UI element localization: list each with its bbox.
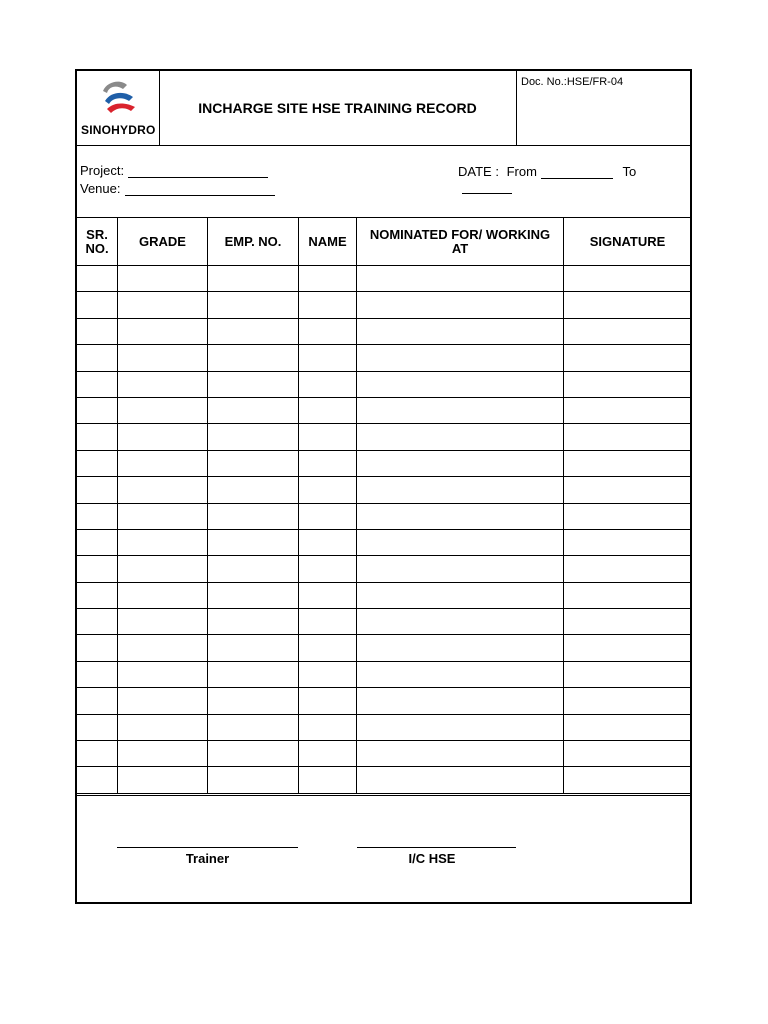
date-field[interactable] xyxy=(458,164,690,194)
table-cell[interactable] xyxy=(77,477,118,503)
table-cell[interactable] xyxy=(77,266,118,292)
table-cell[interactable] xyxy=(118,609,208,635)
table-cell[interactable] xyxy=(299,688,357,714)
table-row xyxy=(77,741,692,767)
to-label: To xyxy=(622,164,637,179)
table-cell[interactable] xyxy=(77,318,118,344)
table-cell[interactable] xyxy=(208,661,299,687)
project-field[interactable] xyxy=(80,163,268,178)
table-row xyxy=(77,424,692,450)
table-cell[interactable] xyxy=(564,714,692,740)
table-cell[interactable] xyxy=(77,741,118,767)
table-cell[interactable] xyxy=(299,503,357,529)
table-row xyxy=(77,556,692,582)
table-cell[interactable] xyxy=(208,582,299,608)
doc-number: Doc. No.:HSE/FR-04 xyxy=(521,76,624,88)
table-row xyxy=(77,397,692,423)
table-cell[interactable] xyxy=(564,609,692,635)
table-cell[interactable] xyxy=(357,609,564,635)
table-cell[interactable] xyxy=(208,450,299,476)
table-cell[interactable] xyxy=(299,450,357,476)
training-table-wrap xyxy=(77,217,690,794)
table-cell[interactable] xyxy=(357,767,564,793)
header-name: NAME xyxy=(299,218,357,266)
training-record-form xyxy=(75,69,692,904)
info-section xyxy=(77,145,690,218)
venue-label: Venue: xyxy=(80,181,121,196)
table-cell[interactable] xyxy=(208,556,299,582)
table-cell[interactable] xyxy=(564,529,692,555)
trainer-signature-line[interactable] xyxy=(117,847,298,848)
table-cell[interactable] xyxy=(357,397,564,423)
table-cell[interactable] xyxy=(118,714,208,740)
table-cell[interactable] xyxy=(208,424,299,450)
table-cell[interactable] xyxy=(357,503,564,529)
table-cell[interactable] xyxy=(118,292,208,318)
training-table xyxy=(76,217,692,794)
table-cell[interactable] xyxy=(77,397,118,423)
table-row xyxy=(77,371,692,397)
header-emp-no: EMP. NO. xyxy=(208,218,299,266)
table-cell[interactable] xyxy=(208,688,299,714)
table-cell[interactable] xyxy=(357,477,564,503)
to-line[interactable] xyxy=(462,193,512,194)
table-cell[interactable] xyxy=(357,635,564,661)
table-row xyxy=(77,635,692,661)
table-cell[interactable] xyxy=(299,266,357,292)
table-cell[interactable] xyxy=(208,609,299,635)
table-cell[interactable] xyxy=(77,345,118,371)
table-cell[interactable] xyxy=(299,714,357,740)
table-cell[interactable] xyxy=(118,661,208,687)
table-row xyxy=(77,688,692,714)
table-cell[interactable] xyxy=(208,397,299,423)
from-label: From xyxy=(506,164,537,179)
table-cell[interactable] xyxy=(564,292,692,318)
table-cell[interactable] xyxy=(118,688,208,714)
table-cell[interactable] xyxy=(357,345,564,371)
table-cell[interactable] xyxy=(118,529,208,555)
table-row xyxy=(77,477,692,503)
table-cell[interactable] xyxy=(208,345,299,371)
header-signature: SIGNATURE xyxy=(564,218,692,266)
table-cell[interactable] xyxy=(77,635,118,661)
table-row xyxy=(77,714,692,740)
ic-hse-label: I/C HSE xyxy=(408,851,456,866)
table-cell[interactable] xyxy=(118,635,208,661)
table-cell[interactable] xyxy=(299,635,357,661)
table-row xyxy=(77,292,692,318)
venue-line[interactable] xyxy=(125,195,275,196)
table-cell[interactable] xyxy=(564,503,692,529)
table-cell[interactable] xyxy=(208,371,299,397)
table-cell[interactable] xyxy=(564,767,692,793)
table-cell[interactable] xyxy=(299,556,357,582)
table-cell[interactable] xyxy=(357,688,564,714)
table-cell[interactable] xyxy=(77,556,118,582)
table-row xyxy=(77,767,692,793)
table-cell[interactable] xyxy=(357,741,564,767)
table-row xyxy=(77,266,692,292)
table-row xyxy=(77,503,692,529)
table-row xyxy=(77,582,692,608)
header-grade: GRADE xyxy=(118,218,208,266)
header-row xyxy=(77,218,692,266)
table-cell[interactable] xyxy=(118,266,208,292)
table-cell[interactable] xyxy=(208,767,299,793)
table-cell[interactable] xyxy=(118,556,208,582)
table-cell[interactable] xyxy=(299,345,357,371)
table-cell[interactable] xyxy=(357,661,564,687)
logo-cell xyxy=(77,71,160,145)
table-row xyxy=(77,529,692,555)
table-cell[interactable] xyxy=(77,609,118,635)
table-cell[interactable] xyxy=(208,529,299,555)
table-row xyxy=(77,609,692,635)
from-line[interactable] xyxy=(541,178,613,179)
table-cell[interactable] xyxy=(118,318,208,344)
table-cell[interactable] xyxy=(77,424,118,450)
table-cell[interactable] xyxy=(77,292,118,318)
table-cell[interactable] xyxy=(77,529,118,555)
table-cell[interactable] xyxy=(118,371,208,397)
form-header xyxy=(77,71,690,146)
table-cell[interactable] xyxy=(118,424,208,450)
table-cell[interactable] xyxy=(299,609,357,635)
table-cell[interactable] xyxy=(208,741,299,767)
table-cell[interactable] xyxy=(118,741,208,767)
table-cell[interactable] xyxy=(299,371,357,397)
trainer-label: Trainer xyxy=(185,851,230,866)
header-nominated-for: NOMINATED FOR/ WORKING AT xyxy=(357,218,564,266)
table-cell[interactable] xyxy=(118,477,208,503)
table-cell[interactable] xyxy=(299,292,357,318)
table-cell[interactable] xyxy=(564,371,692,397)
project-line[interactable] xyxy=(128,177,268,178)
table-cell[interactable] xyxy=(299,424,357,450)
table-cell[interactable] xyxy=(357,450,564,476)
table-cell[interactable] xyxy=(564,661,692,687)
table-cell[interactable] xyxy=(564,635,692,661)
table-cell[interactable] xyxy=(208,292,299,318)
table-cell[interactable] xyxy=(77,661,118,687)
table-cell[interactable] xyxy=(299,661,357,687)
table-cell[interactable] xyxy=(208,266,299,292)
table-cell[interactable] xyxy=(357,266,564,292)
ic-hse-signature-line[interactable] xyxy=(357,847,516,848)
table-row xyxy=(77,345,692,371)
table-cell[interactable] xyxy=(77,450,118,476)
table-cell[interactable] xyxy=(77,688,118,714)
table-cell[interactable] xyxy=(564,450,692,476)
table-cell[interactable] xyxy=(77,371,118,397)
table-cell[interactable] xyxy=(77,767,118,793)
table-cell[interactable] xyxy=(564,741,692,767)
table-cell[interactable] xyxy=(564,582,692,608)
table-row xyxy=(77,318,692,344)
table-row xyxy=(77,450,692,476)
venue-field[interactable] xyxy=(80,181,275,196)
table-cell[interactable] xyxy=(564,424,692,450)
table-cell[interactable] xyxy=(299,318,357,344)
table-cell[interactable] xyxy=(299,741,357,767)
table-cell[interactable] xyxy=(564,345,692,371)
table-cell[interactable] xyxy=(208,503,299,529)
form-title: INCHARGE SITE HSE TRAINING RECORD xyxy=(159,71,517,145)
table-cell[interactable] xyxy=(299,477,357,503)
table-cell[interactable] xyxy=(208,477,299,503)
table-cell[interactable] xyxy=(357,582,564,608)
table-cell[interactable] xyxy=(564,477,692,503)
table-cell[interactable] xyxy=(564,318,692,344)
sinohydro-logo-icon xyxy=(97,77,141,123)
date-label: DATE : xyxy=(458,164,499,179)
table-cell[interactable] xyxy=(77,582,118,608)
header-sr-no: SR. NO. xyxy=(77,218,118,266)
table-cell[interactable] xyxy=(208,318,299,344)
table-row xyxy=(77,661,692,687)
table-cell[interactable] xyxy=(357,424,564,450)
table-cell[interactable] xyxy=(77,714,118,740)
table-cell[interactable] xyxy=(357,318,564,344)
logo-text: SINOHYDRO xyxy=(81,123,156,137)
table-cell[interactable] xyxy=(118,450,208,476)
signature-footer xyxy=(77,795,690,903)
table-cell[interactable] xyxy=(118,397,208,423)
table-cell[interactable] xyxy=(299,767,357,793)
table-cell[interactable] xyxy=(357,714,564,740)
table-cell[interactable] xyxy=(357,556,564,582)
table-cell[interactable] xyxy=(118,767,208,793)
table-cell[interactable] xyxy=(357,529,564,555)
table-cell[interactable] xyxy=(299,397,357,423)
table-cell[interactable] xyxy=(299,529,357,555)
table-cell[interactable] xyxy=(357,371,564,397)
table-cell[interactable] xyxy=(564,688,692,714)
table-cell[interactable] xyxy=(564,556,692,582)
table-cell[interactable] xyxy=(208,714,299,740)
table-cell[interactable] xyxy=(357,292,564,318)
table-cell[interactable] xyxy=(299,582,357,608)
table-cell[interactable] xyxy=(77,503,118,529)
table-cell[interactable] xyxy=(564,397,692,423)
table-cell[interactable] xyxy=(118,345,208,371)
project-label: Project: xyxy=(80,163,125,178)
table-cell[interactable] xyxy=(564,266,692,292)
table-cell[interactable] xyxy=(118,503,208,529)
table-cell[interactable] xyxy=(208,635,299,661)
table-cell[interactable] xyxy=(118,582,208,608)
